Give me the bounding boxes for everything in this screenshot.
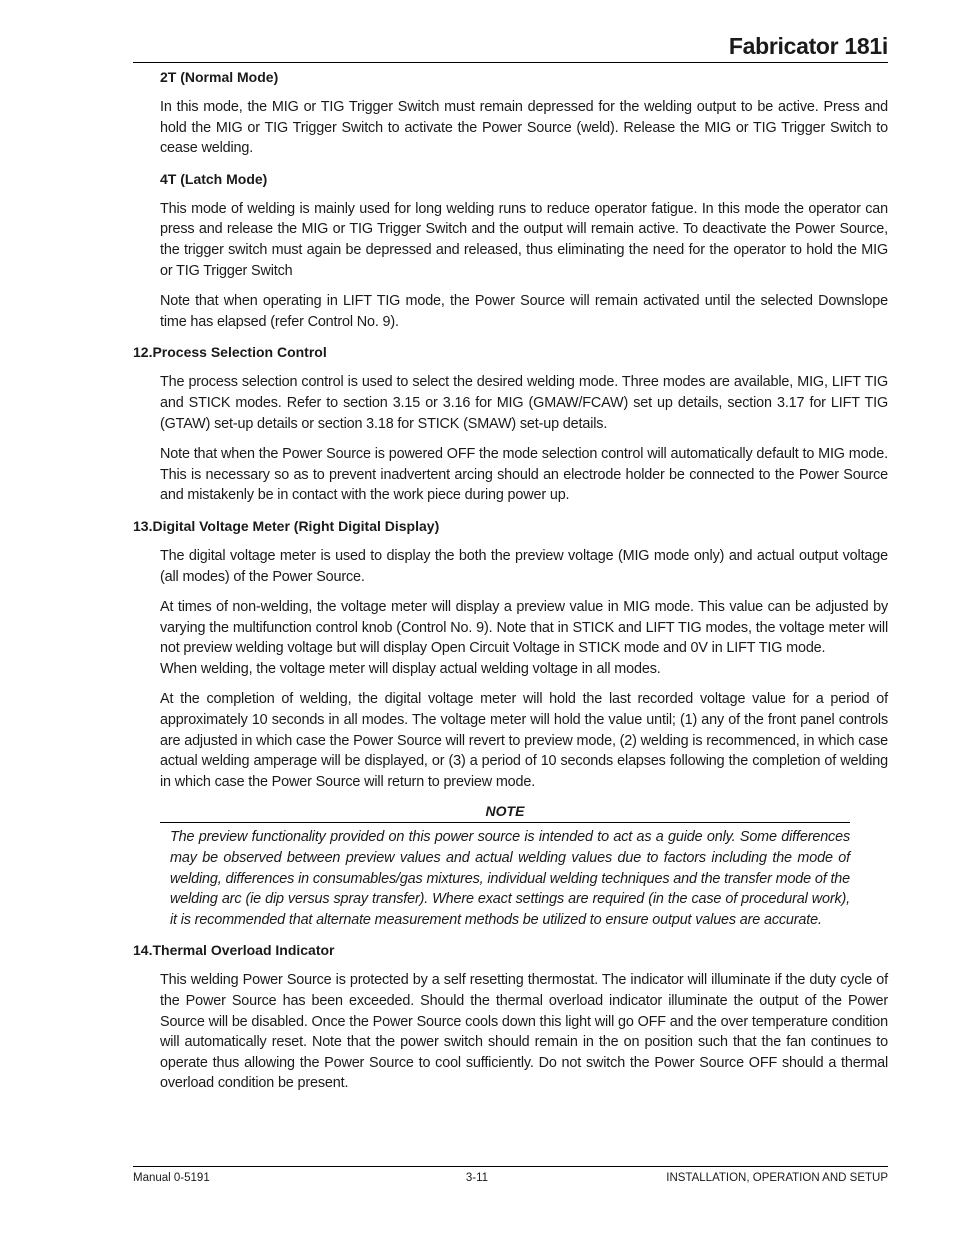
header-divider [133, 62, 888, 63]
section-2t-paragraph: In this mode, the MIG or TIG Trigger Switch must remain depressed for the welding output to be active. Press and hold the MIG or TIG Trigger Switch to activate the Power Source (weld). Release the MIG or TIG Trigger Switch to cease welding. [160, 99, 888, 157]
section-13-paragraph-3: When welding, the voltage meter will display actual welding voltage in all modes. [160, 660, 661, 677]
section-14-title: 14.Thermal Overload Indicator [133, 942, 335, 959]
section-13-paragraph-4: At the completion of welding, the digital voltage meter will hold the last recorded voltage value for a period of approximately 10 seconds in all modes. The voltage meter will hold the value until; (1) any of the front panel controls are adjusted in which case the Power Source will revert to preview mode, (2) welding is recommenced, in which case actual welding amperage will be displayed, or (3) a period of 10 seconds elapses following the completion of welding in which case the Power Source will return to preview mode. [160, 691, 888, 790]
section-4t-paragraph-2: Note that when operating in LIFT TIG mode, the Power Source will remain activated until the selected Downslope time has elapsed (refer Control No. 9). [160, 293, 888, 330]
section-12-title: 12.Process Selection Control [133, 344, 327, 361]
section-13-title: 13.Digital Voltage Meter (Right Digital Display) [133, 517, 440, 534]
section-12-paragraph-2: Note that when the Power Source is powered OFF the mode selection control will automatically default to MIG mode. This is necessary so as to prevent inadvertent arcing should an electrode holder be connected to the Power Source and mistakenly be in contact with the work piece during power up. [160, 446, 888, 504]
note-box [160, 802, 850, 930]
section-14-paragraph: This welding Power Source is protected by a self resetting thermostat. The indicator will illuminate if the duty cycle of the Power Source has been exceeded. Should the thermal overload indicator illuminate the output of the Power Source will be disabled. Once the Power Source cools down this light will go OFF and the over temperature condition will automatically reset. Note that the power switch should remain in the on position such that the fan continues to operate thus allowing the Power Source to cool sufficiently. Do not switch the Power Source OFF should a thermal overload condition be present. [160, 972, 888, 1092]
footer-section-name: INSTALLATION, OPERATION AND SETUP [666, 1172, 888, 1184]
footer-manual-number: Manual 0-5191 [133, 1172, 210, 1184]
section-2t-title: 2T (Normal Mode) [160, 69, 279, 85]
page-header-title: Fabricator 181i [728, 33, 888, 59]
note-text: The preview functionality provided on this power source is intended to act as a guide only. Some differences may be observed between preview values and actual welding values due to factors including the mode of welding, differences in consumables/gas mixtures, individual welding techniques and the transfer mode of the welding arc (ie dip versus spray transfer). Where exact settings are required (in the case of procedural work), it is recommended that alternate measurement methods be utilized to ensure output values are accurate. [170, 829, 850, 928]
section-12-paragraph-1: The process selection control is used to select the desired welding mode. Three modes are available, MIG, LIFT TIG and STICK modes. Refer to section 3.15 or 3.16 for MIG (GMAW/FCAW) set up details, section 3.17 for LIFT TIG (GTAW) set-up details or section 3.18 for STICK (SMAW) set-up details. [160, 374, 888, 432]
section-13-paragraph-1: The digital voltage meter is used to display the both the preview voltage (MIG mode only) and actual output voltage (all modes) of the Power Source. [160, 547, 888, 585]
page-content [133, 67, 888, 1104]
section-4t-title: 4T (Latch Mode) [160, 170, 268, 187]
note-title: NOTE [485, 803, 525, 820]
footer-divider [133, 1166, 888, 1167]
footer-page-number: 3-11 [465, 1172, 489, 1184]
section-13-paragraph-2: At times of non-welding, the voltage meter will display a preview value in MIG mode. This value can be adjusted by varying the multifunction control knob (Control No. 9). Note that in STICK and LIFT TIG modes, the voltage meter will not preview welding voltage but will display Open Circuit Voltage in STICK mode and 0V in LIFT TIG mode. [160, 599, 888, 657]
note-divider [160, 822, 850, 823]
section-4t-paragraph-1: This mode of welding is mainly used for long welding runs to reduce operator fatigue. In this mode the operator can press and release the MIG or TIG Trigger Switch and the output will remain active. To deactivate the Power Source, the trigger switch must again be depressed and released, thus eliminating the need for the operator to hold the MIG or TIG Trigger Switch [160, 200, 888, 279]
